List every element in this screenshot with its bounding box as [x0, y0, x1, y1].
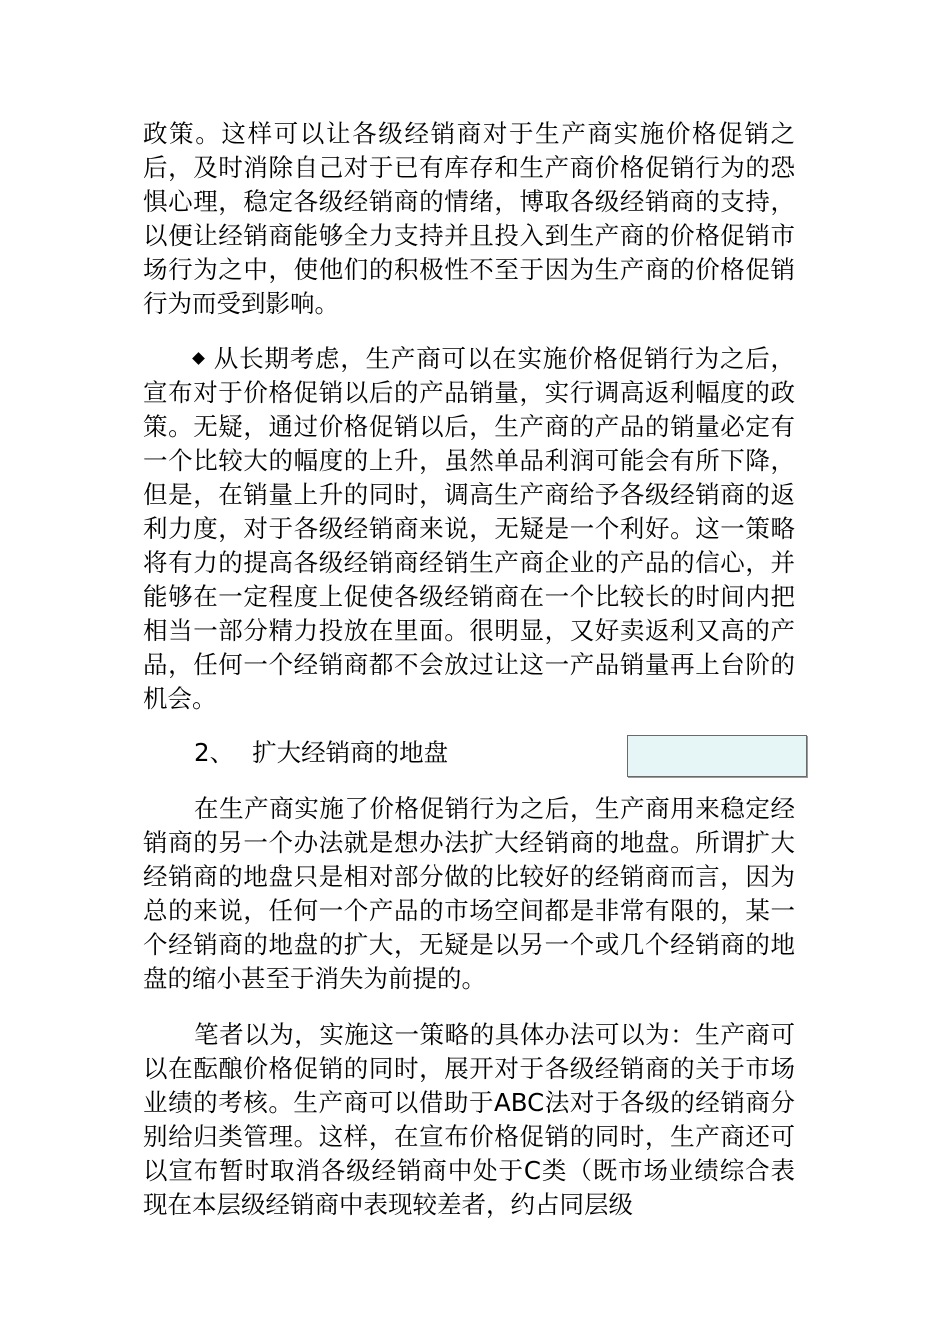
paragraph-long-term-rebate-text: 从长期考虑，生产商可以在实施价格促销行为之后，宣布对于价格促销以后的产品销量，实行调高返利幅度的政策。无疑，通过价格促销以后，生产商的产品的销量必定有一个比较大的幅度的上升，虽然单品利润可能会有所下降，但是，在销量上升的同时，调高生产商给予各级经销商的返利力度，对于各级经销商来说，无疑是一个利好。这一策略将有力的提高各级经销商经销生产商企业的产品的信心，并能够在一定程度上促使各级经销商在一个比较长的时间内把相当一部分精力投放在里面。很明显，又好卖返利又高的产品，任何一个经销商都不会放过让这一产品销量再上台阶的机会。 [143, 344, 795, 713]
section-heading [194, 736, 448, 770]
paragraph-long-term-rebate [143, 342, 795, 716]
paragraph-expand-territory: 在生产商实施了价格促销行为之后，生产商用来稳定经销商的另一个办法就是想办法扩大经销商的地盘。所谓扩大经销商的地盘只是相对部分做的比较好的经销商而言，因为总的来说，任何一个产品的市场空间都是非常有限的，某一个经销商的地盘的扩大，无疑是以另一个或几个经销商的地盘的缩小甚至于消失为前提的。 [143, 794, 795, 993]
paragraph-abc-method: 笔者以为，实施这一策略的具体办法可以为：生产商可以在酝酿价格促销的同时，展开对于各级经销商的关于市场业绩的考核。生产商可以借助于ABC法对于各级的经销商分别给归类管理。这样，在宣布价格促销的同时，生产商还可以宣布暂时取消各级经销商中处于C类（既市场业绩综合表现在本层级经销商中表现较差者，约占同层级 [143, 1020, 795, 1219]
paragraph-policy-continuation: 政策。这样可以让各级经销商对于生产商实施价格促销之后，及时消除自己对于已有库存和生产商价格促销行为的恐惧心理，稳定各级经销商的情绪，博取各级经销商的支持，以便让经销商能够全力支持并且投入到生产商的价格促销市场行为之中，使他们的积极性不至于因为生产商的价格促销行为而受到影响。 [143, 119, 795, 318]
diamond-bullet-icon [192, 352, 205, 365]
section-title: 扩大经销商的地盘 [252, 738, 449, 767]
section-number: 2、 [194, 738, 235, 767]
empty-text-box [627, 735, 807, 777]
